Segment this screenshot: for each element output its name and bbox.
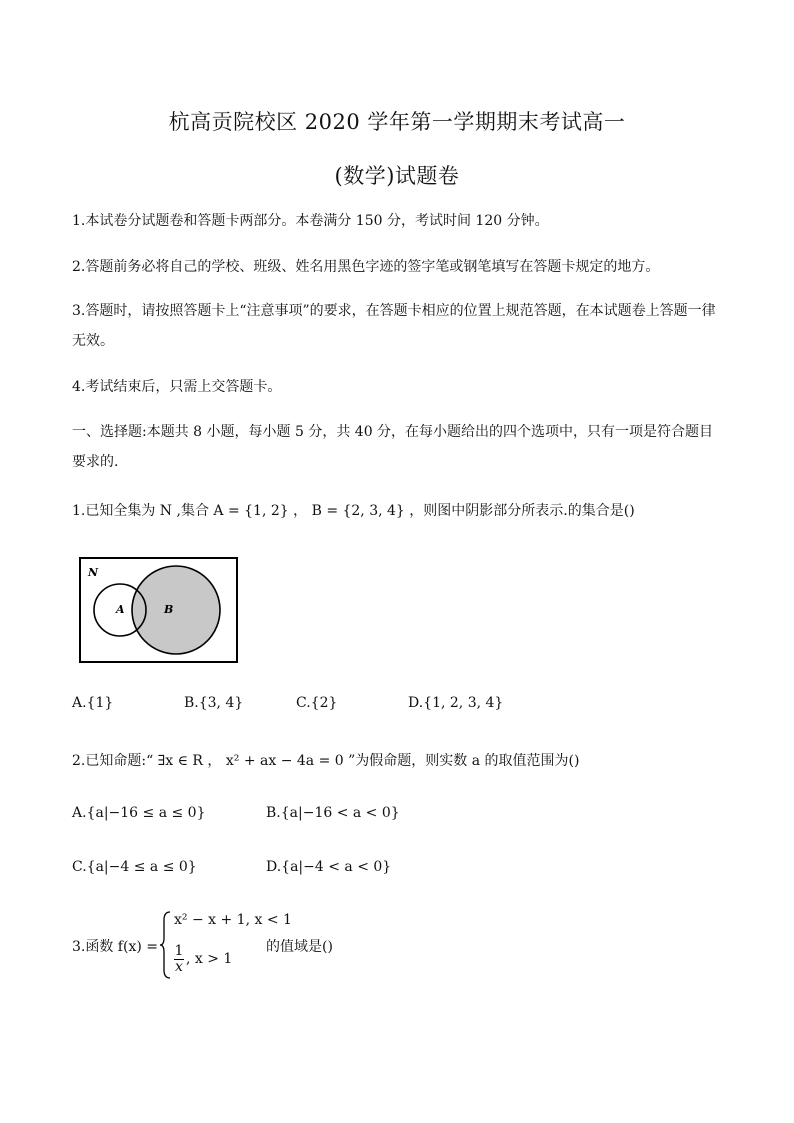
exam-subtitle: (数学)试题卷 [334,164,460,188]
question-2-stem: 2.已知命题:“ ∃x ∈ R ， x² + ax − 4a = 0 ”为假命题，则实数 a 的取值范围为() [72,753,580,769]
q2-option-d[interactable]: D.{a|−4 < a < 0} [266,859,392,875]
instruction-4: 4.考试结束后，只需上交答题卡。 [72,379,282,395]
question-1-stem: 1.已知全集为 N ,集合 A = {1, 2} ， B = {2, 3, 4} ，则图中阴影部分所表示.的集合是() [72,503,635,519]
q3-fraction-denominator: x [175,959,183,975]
set-a-label: A [116,603,125,616]
q2-option-c[interactable]: C.{a|−4 ≤ a ≤ 0} [72,859,197,875]
q1-option-b[interactable]: B.{3, 4} [184,695,244,711]
instruction-3: 3.答题时，请按照答题卡上“注意事项”的要求，在答题卡相应的位置上规范答题，在本试题卷上答题一律无效。 [72,303,716,349]
q3-prefix: 3.函数 f(x) = [72,939,158,955]
piecewise-brace [160,910,172,980]
instruction-1: 1.本试卷分试题卷和答题卡两部分。本卷满分 150 分，考试时间 120 分钟。 [72,213,549,229]
q2-option-b[interactable]: B.{a|−16 < a < 0} [266,805,400,821]
section-heading: 一、选择题:本题共 8 小题，每小题 5 分，共 40 分，在每小题给出的四个选项中，只有一项是符合题目要求的. [72,424,714,470]
exam-title: 杭高贡院校区 2020 学年第一学期期末考试高一 [168,110,626,134]
set-b-circle [132,566,220,654]
q3-case-2-fraction [174,944,184,974]
q1-option-c[interactable]: C.{2} [296,695,338,711]
q3-case-2-condition: , x > 1 [186,951,233,967]
q1-option-a[interactable]: A.{1} [72,695,114,711]
q3-fraction-numerator: 1 [174,943,184,959]
venn-diagram [78,556,240,666]
q3-suffix: 的值域是() [266,939,333,955]
universe-label: N [88,566,99,579]
q1-option-d[interactable]: D.{1, 2, 3, 4} [408,695,504,711]
q2-option-a[interactable]: A.{a|−16 ≤ a ≤ 0} [72,805,206,821]
set-b-label: B [164,603,174,616]
instruction-2: 2.答题前务必将自己的学校、班级、姓名用黑色字迹的签字笔或钢笔填写在答题卡规定的地方。 [72,259,660,275]
q3-case-1: x² − x + 1, x < 1 [174,912,292,928]
